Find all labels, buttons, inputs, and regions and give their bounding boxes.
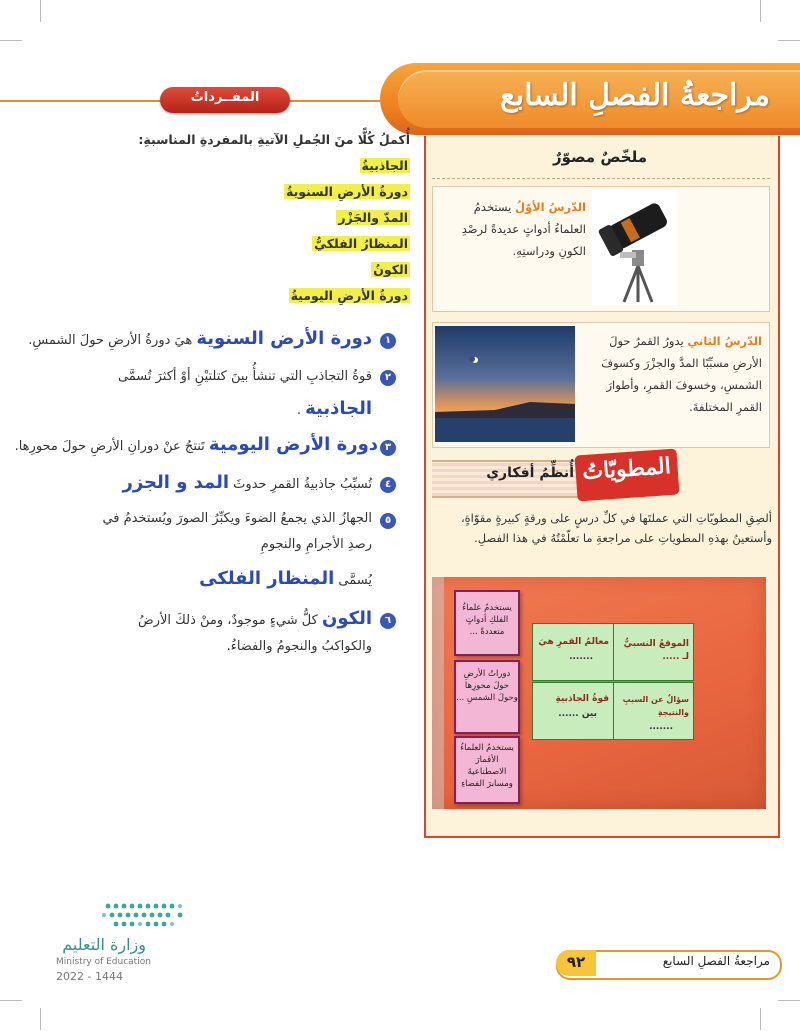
- question-3-answer: دورة الأرض اليومية: [208, 434, 378, 455]
- question-6-text: كلُّ شيءٍ موجودٌ، ومنْ ذلكَ الأرضُ: [138, 613, 322, 628]
- vocab-word-1-text: الجاذبيةُ: [361, 158, 408, 173]
- question-3-number: ٣: [380, 440, 396, 456]
- pink-card-3: [454, 736, 520, 804]
- vocab-word-6: [160, 288, 410, 308]
- question-6: [100, 606, 372, 634]
- question-5-text2: يُسمَّى: [334, 573, 372, 588]
- crop-mark: [760, 0, 761, 22]
- green-card-4-extra: بين ......: [558, 709, 597, 719]
- edition-year: 2022 - 1444: [56, 970, 123, 983]
- foldables-logo-text: المطويّاتُ: [581, 452, 672, 486]
- vocab-word-3-text: المدّ والجَزْر: [338, 210, 408, 225]
- question-1-number: ١: [380, 333, 396, 349]
- foldables-subtitle: أُنظِّمُ أفكاري: [486, 465, 574, 481]
- chapter-title: مراجعةُ الفصلِ السابع: [499, 78, 770, 113]
- vocab-word-5-text: الكونُ: [373, 262, 408, 277]
- vocab-label: المفــرداتُ: [190, 90, 260, 105]
- vocab-word-6-text: دورةُ الأرضِ اليوميةُ: [290, 288, 408, 303]
- question-2-answer: الجاذبية: [305, 398, 372, 419]
- question-5-answer-line: [100, 566, 372, 596]
- crop-mark: [778, 40, 800, 41]
- vocab-word-2-text: دورةُ الأرضِ السنويةُ: [286, 184, 408, 199]
- crop-mark: [40, 1008, 41, 1030]
- photo-edge: [432, 577, 444, 809]
- lesson-1-tag: الدّرسُ الأوّلُ: [514, 200, 586, 214]
- question-2-number: ٢: [380, 370, 396, 386]
- crop-mark: [0, 40, 22, 41]
- ministry-name-en: Ministry of Education: [56, 957, 151, 967]
- question-5-answer: المنظار الفلكى: [199, 568, 335, 589]
- question-3: [0, 432, 378, 460]
- crop-mark: [778, 1000, 800, 1001]
- vocab-word-1: [160, 158, 410, 178]
- summary-heading: ملخّصٌ مصوّرٌ: [552, 148, 647, 166]
- green-card-1: [612, 623, 694, 681]
- lesson-2-tag: الدّرسُ الثاني: [687, 334, 762, 348]
- lesson-1-text: [440, 196, 586, 296]
- lesson-2-body: يدورُ القمرُ حولَ الأرضِ مسبِّبًا المدَّ والجزْرَ وكسوفَ الشمسِ، وخسوفَ القمرِ، وأطوارَ القمرِ المختلفةَ.: [601, 334, 762, 414]
- question-2-answer-line: [40, 396, 372, 426]
- pink-card-1: [454, 590, 520, 656]
- lesson-1-body: يستخدمُ العلماءُ أدواتٍ عديدةً لرصْدِ الكونِ ودراستِهِ.: [461, 200, 586, 258]
- vocab-word-2: [160, 184, 410, 204]
- question-1-text: هيَ دورةُ الأرضِ حولَ الشمسِ.: [28, 333, 197, 348]
- question-6-answer: الكون: [321, 608, 372, 629]
- green-card-3-dots: .......: [649, 722, 673, 732]
- green-card-4: [532, 682, 614, 740]
- vocab-instruction: أُكملُ كُلًّا منَ الجُملِ الآتيةِ بالمفردةِ المناسبةِ:: [138, 132, 410, 147]
- green-card-3: [612, 682, 694, 740]
- question-5-number: ٥: [380, 513, 396, 529]
- question-6-number: ٦: [380, 613, 396, 629]
- green-card-2-text: معالمُ القمرِ هيَ: [538, 637, 609, 647]
- telescope-image: [592, 190, 678, 306]
- ministry-logo-dots: [100, 898, 190, 932]
- pink-card-2: [454, 660, 520, 734]
- question-4: [60, 470, 372, 498]
- question-1: [20, 326, 372, 354]
- vocab-word-4-text: المنظارُ الفلكيُّ: [314, 236, 408, 251]
- crop-mark: [40, 0, 41, 22]
- question-1-answer: دورة الأرض السنوية: [196, 328, 372, 349]
- pink-card-3-text: يستخدمُ العلماءُ الأقمارَ الاصطناعيةَ ومسابرَ الفضاءِ: [460, 743, 514, 789]
- crop-mark: [760, 1008, 761, 1030]
- vocab-word-5: [160, 262, 410, 282]
- foldables-description: ألصِقِ المطويّاتِ التي عملتَها في كلِّ درسٍ على ورقةٍ كبيرةٍ مقوّاةٍ، وأستعينُ بهذهِ المطوياتِ على مراجعةِ ما تعلّمْتُهُ في هذا الفصلِ.: [460, 511, 772, 545]
- green-card-4-text: قوةُ الجاذبيةِ: [555, 694, 609, 704]
- question-4-number: ٤: [380, 477, 396, 493]
- question-4-answer: المد و الجزر: [122, 472, 230, 493]
- crop-mark: [0, 1000, 22, 1001]
- sunset-image: [435, 326, 575, 442]
- pink-card-1-text: يستخدمُ علماءُ الفلكِ أدواتٍ متعددةً ...: [462, 603, 512, 637]
- question-2-tail: .: [296, 403, 306, 418]
- green-card-1-text: الموقعُ النسبيُّ لـ .....: [623, 639, 689, 662]
- question-6-text2: والكواكبُ والنجومُ والفضاءُ.: [226, 639, 372, 654]
- lesson-2-text: [582, 330, 762, 440]
- vocab-word-3: [160, 210, 410, 230]
- pink-card-2-text: دوراتُ الأرضِ حولَ محورِها وحولَ الشمسِ ...: [456, 669, 518, 703]
- vocab-word-4: [160, 236, 410, 256]
- question-2-text: قوةُ التجاذبِ التي تنشأُ بينَ كتلتيْنِ أوْ أكثرَ تُسمَّى: [117, 369, 372, 384]
- footer-chapter-title: مراجعةُ الفصلِ السابع: [662, 954, 770, 968]
- dashed-divider: [432, 178, 770, 179]
- question-5-text: الجهازُ الذي يجمعُ الضوءَ ويكبِّرُ الصورَ ويُستخدمُ في رصدِ الأجرامِ والنجومِ: [102, 511, 372, 552]
- question-3-text: تَنتجُ عنْ دورانِ الأرضِ حولَ محورِها.: [14, 439, 209, 454]
- page-number: ٩٢: [566, 953, 586, 971]
- question-4-text: تُسبِّبُ جاذبيةُ القمرِ حدوثَ: [229, 477, 372, 492]
- green-card-2-dots: .......: [569, 652, 593, 662]
- green-card-2: [532, 623, 614, 681]
- green-card-3-text: سؤالٌ عن السببِ والنتيجةِ: [622, 695, 689, 717]
- ministry-name-ar: وزارة التعليم: [62, 935, 146, 954]
